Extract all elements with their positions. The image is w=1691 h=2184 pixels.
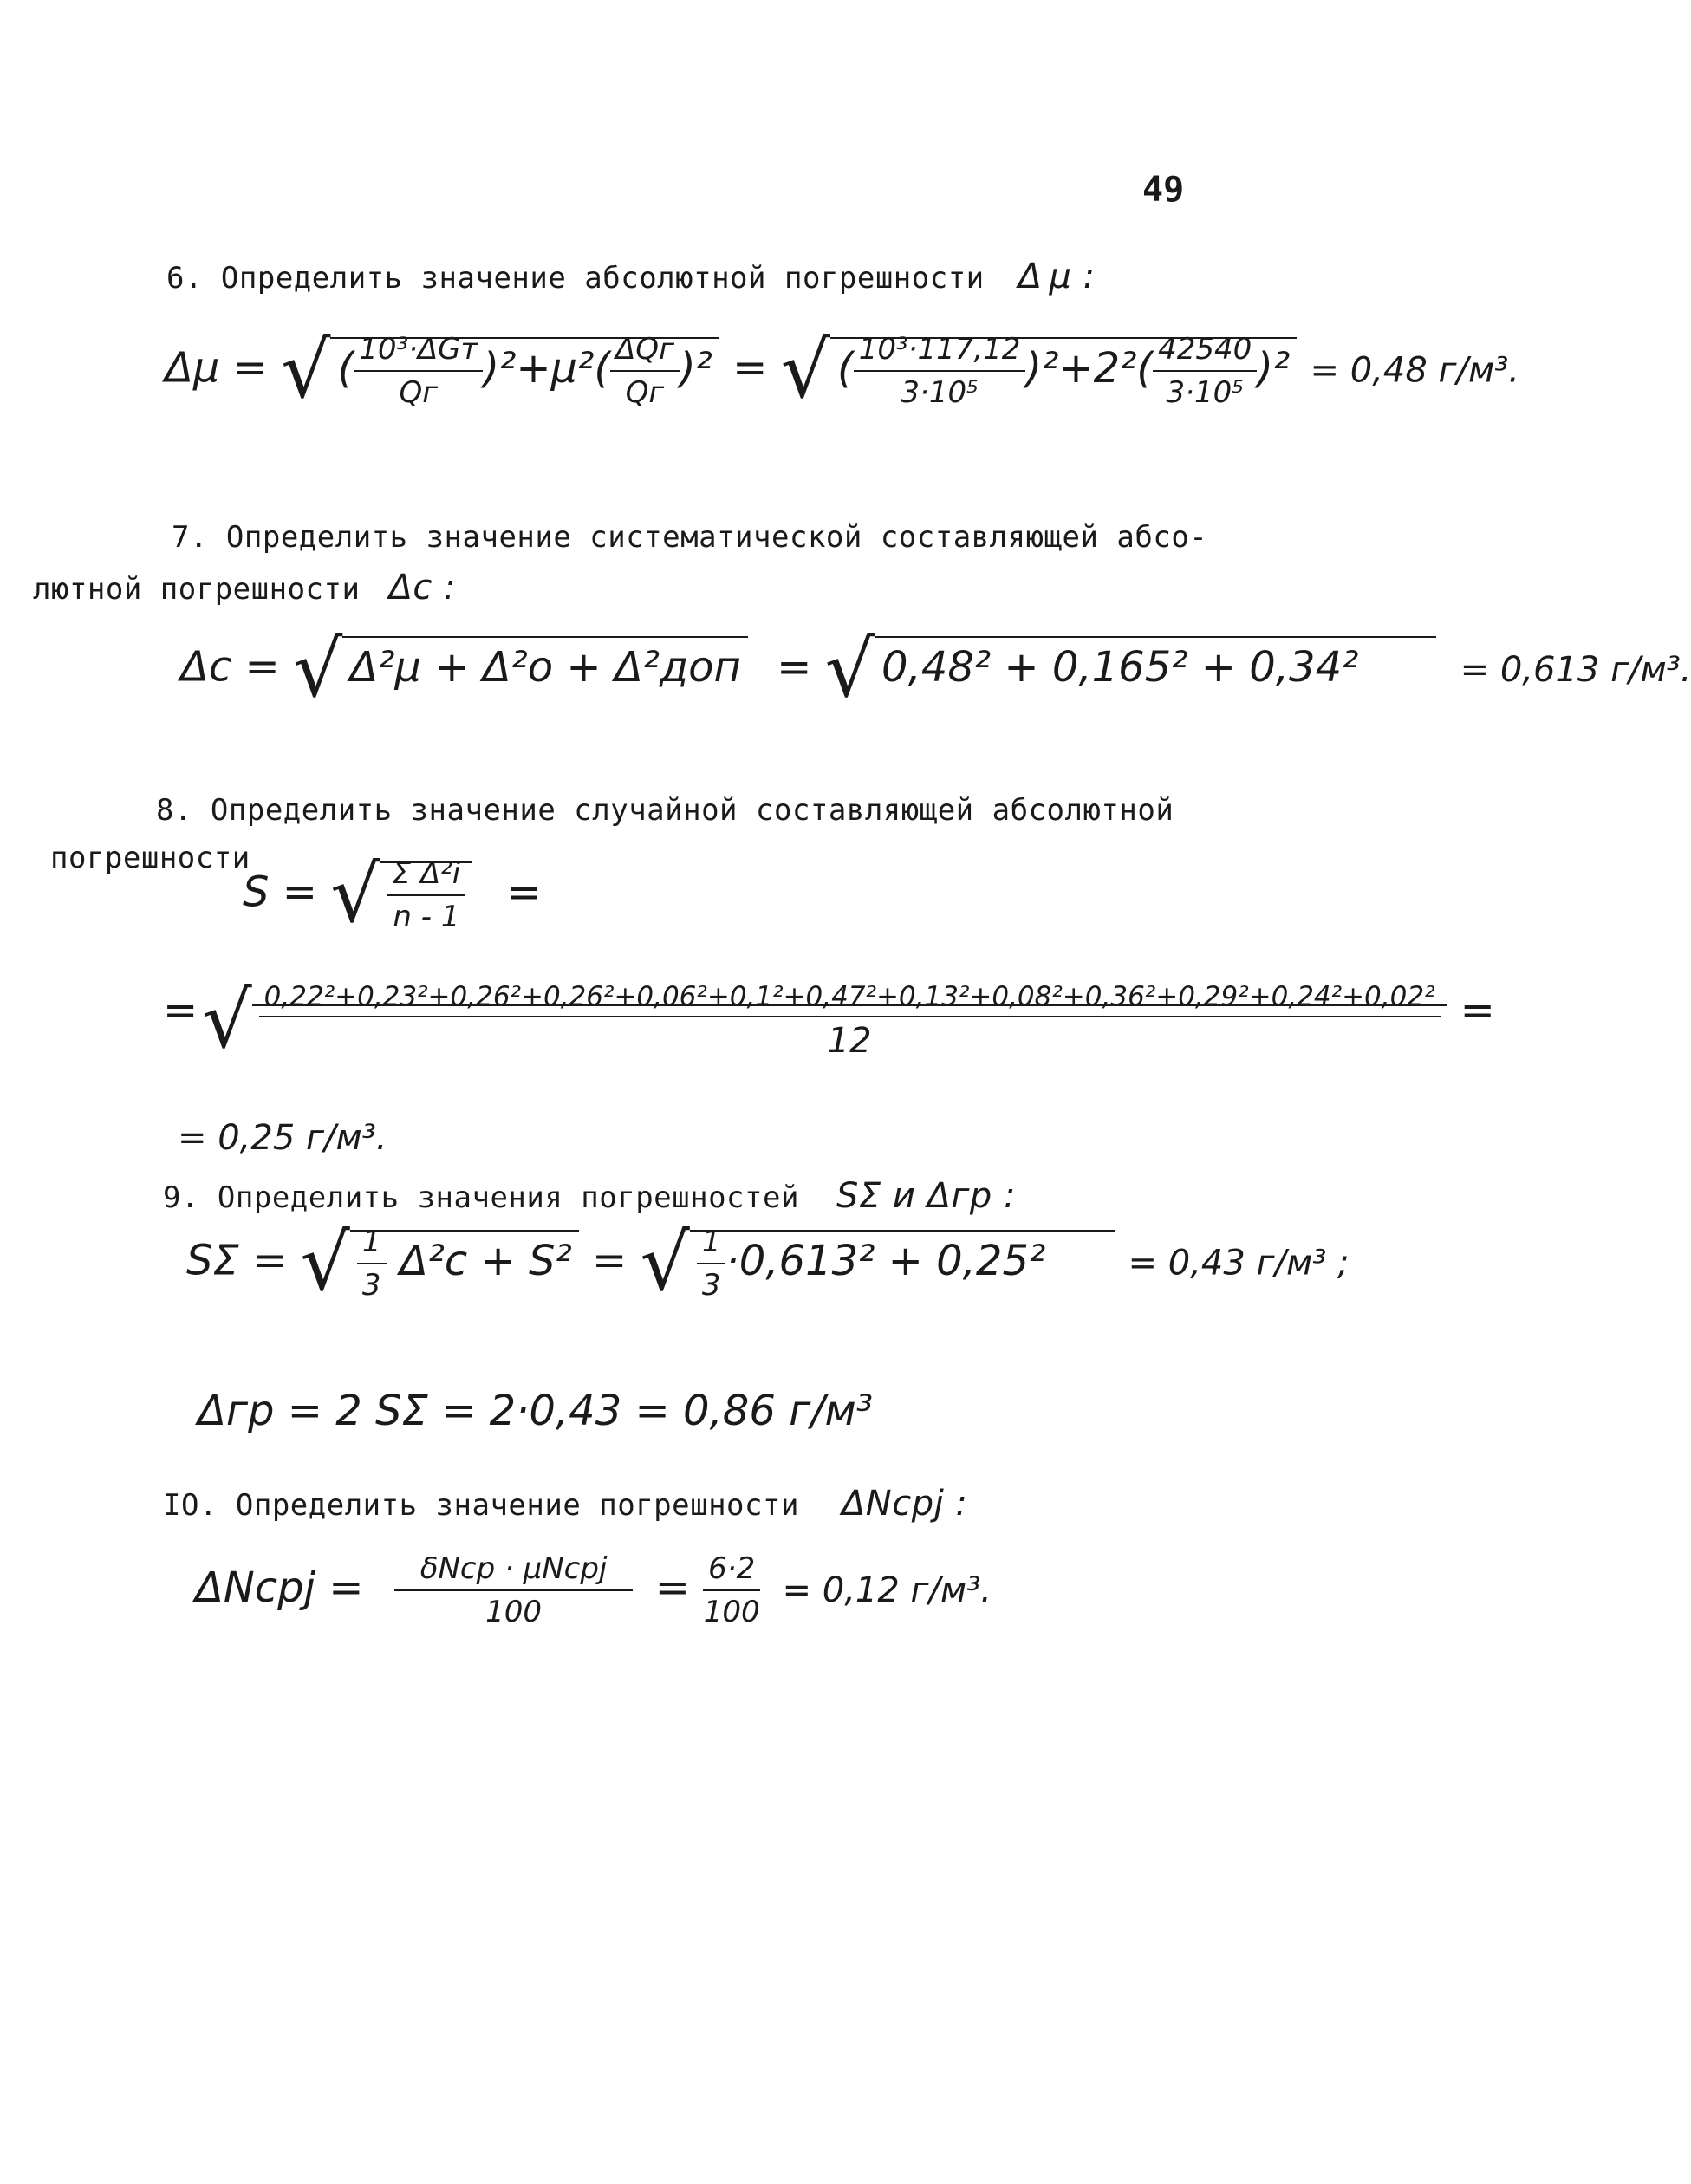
step-7-text-line1: 7. Определить значение систематической составляющей абсо-	[172, 520, 1208, 555]
formula-delta-gr: Δгр = 2 SΣ = 2·0,43 = 0,86 г/м³	[198, 1387, 873, 1435]
formula-delta-c: Δс = √ Δ²μ + Δ²о + Δ²доп = √ 0,48² + 0,165² + 0,34² = 0,613 г/м³.	[180, 624, 1691, 715]
step-6-text: 6. Определить значение абсолютной погрешности Δ μ :	[166, 257, 1096, 296]
step-7-text-line2: лютной погрешности Δс :	[33, 568, 456, 608]
formula-s-numeric: = √ 0,22²+0,23²+0,26²+0,26²+0,06²+0,1²+0,47²+0,13²+0,08²+0,36²+0,29²+0,24²+0,02² 12 =	[163, 975, 1495, 1066]
result-s: = 0,25 г/м³.	[178, 1118, 387, 1158]
step-9-text: 9. Определить значения погрешностей SΣ и Δгр :	[163, 1176, 1016, 1216]
formula-s-sigma: SΣ = √ $\frac{1}{3}$ Δ²с + S² = √ $\frac{1}{3}$ ·0,613² + 0,25² = 0,43 г/м³ ;	[186, 1218, 1350, 1309]
step-8-text-line2: погрешности	[50, 841, 250, 875]
formula-delta-ncp: ΔNсрj = $\frac{\text{δNср · μNсрj}}{100}$ = $\frac{6\cdot 2}{100}$ = 0,12 г/м³.	[195, 1551, 992, 1629]
page-number: 49	[1142, 170, 1185, 210]
formula-delta-mu: Δμ = √ ( $\frac{\text{10³·ΔGт}}{Qг}$ )²+μ²( $\frac{\text{ΔQг}}{Qг}$ )² = √ ( $\frac{\text{10³·117,12}}{\text{3·10⁵}}$ )²+2²( $\frac{42540}{\text{3·10⁵}}$ )² = 0,48 г/м³.	[165, 325, 1519, 416]
step-8-text-line1: 8. Определить значение случайной составляющей абсолютной	[156, 793, 1174, 828]
step-10-text: IO. Определить значение погрешности ΔNсрj :	[163, 1484, 968, 1524]
formula-s-general: S = √ $\frac{\text{Σ Δ²i}}{n - 1}$ =	[243, 849, 542, 940]
